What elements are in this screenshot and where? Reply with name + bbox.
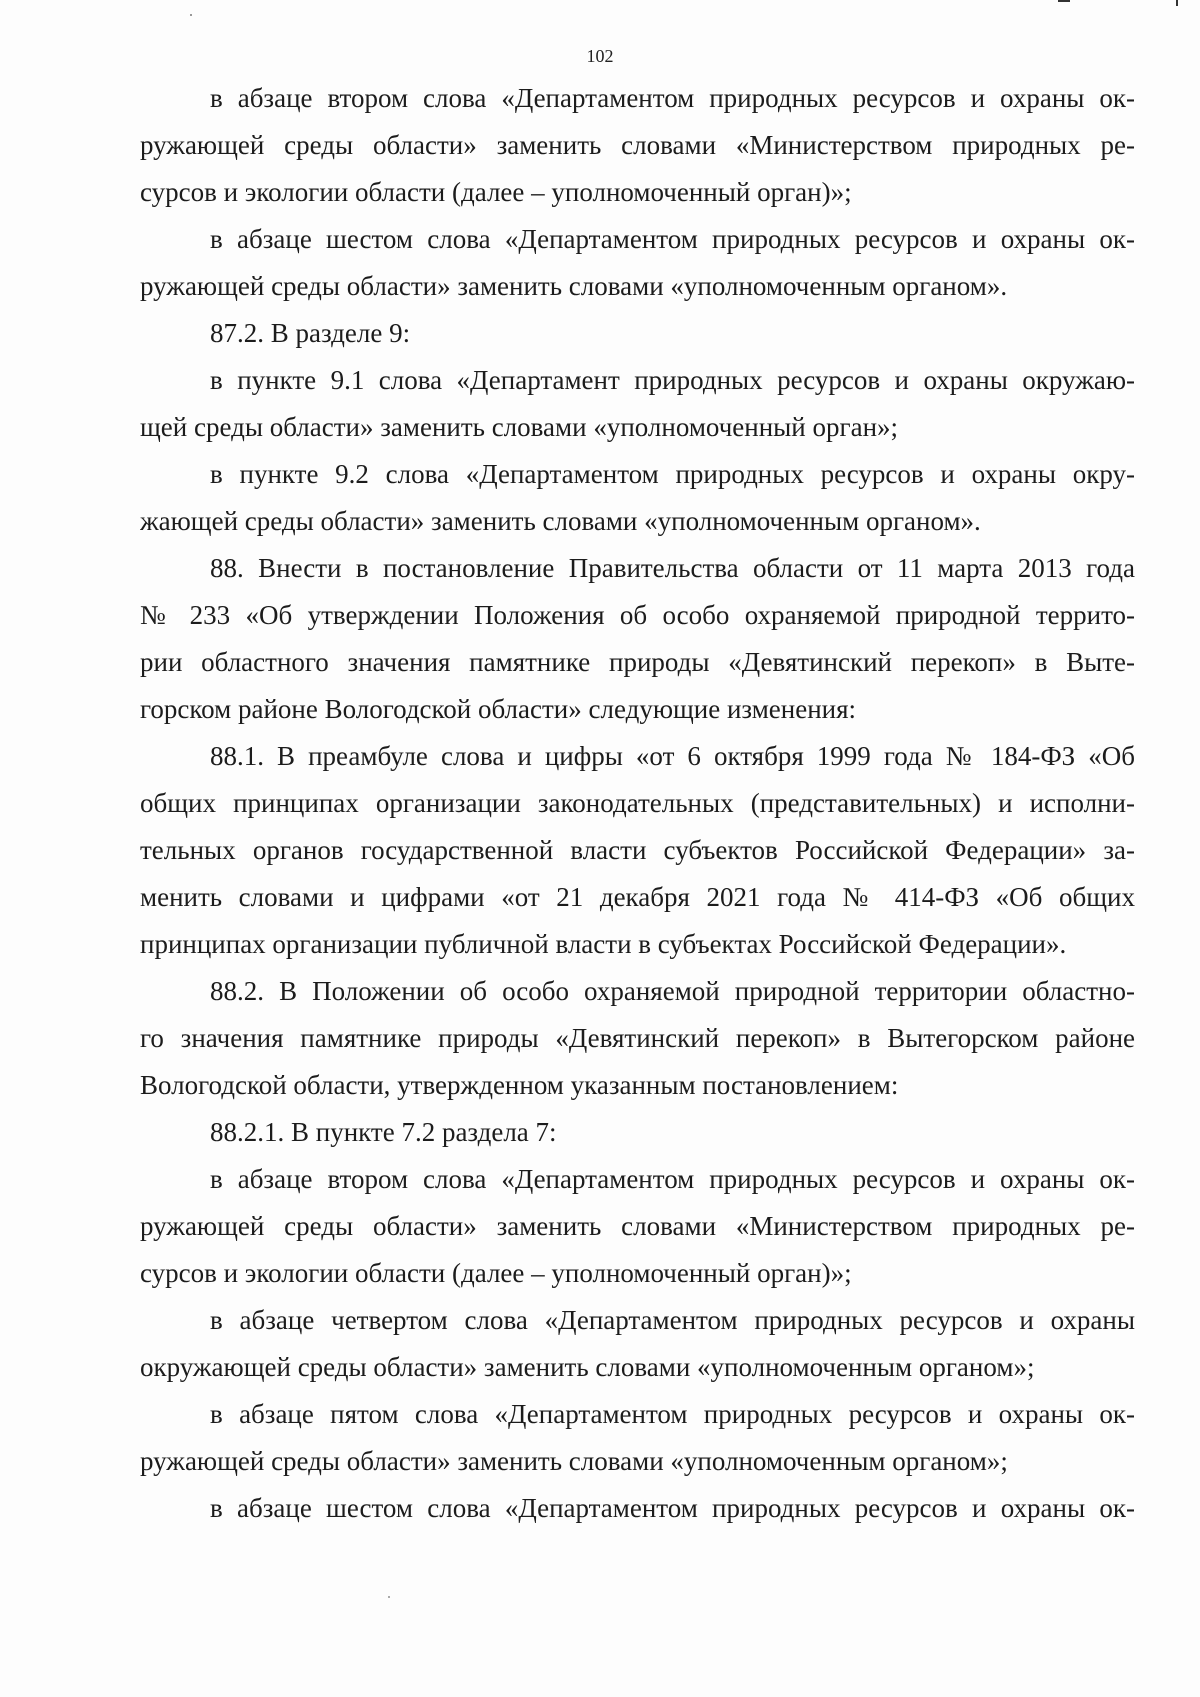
text-line: ружающей среды области» заменить словами «уполномоченным органом».	[140, 271, 1008, 301]
paragraph	[140, 1297, 1135, 1391]
paragraph	[140, 357, 1135, 451]
text-line: окружающей среды области» заменить словами «уполномоченным органом»;	[140, 1352, 1035, 1382]
scan-mark-top-right	[1058, 0, 1070, 2]
paragraph	[140, 451, 1135, 545]
text-line: в абзаце втором слова «Департаментом природных ресурсов и охраны ок-	[210, 1164, 1135, 1194]
text-line: 88. Внести в постановление Правительства области от 11 марта 2013 года	[210, 553, 1135, 583]
text-line: Вологодской области, утвержденном указанным постановлением:	[140, 1070, 899, 1100]
document-body	[140, 75, 1135, 1532]
text-line: тельных органов государственной власти субъектов Российской Федерации» за-	[140, 835, 1135, 865]
paragraph	[140, 968, 1135, 1109]
text-line: 87.2. В разделе 9:	[210, 318, 411, 348]
page-number: 102	[586, 46, 614, 66]
scan-speck-top-left	[190, 14, 192, 16]
paragraph	[140, 545, 1135, 733]
text-line: щей среды области» заменить словами «уполномоченный орган»;	[140, 412, 899, 442]
text-line: сурсов и экологии области (далее – уполномоченный орган)»;	[140, 177, 852, 207]
scan-speck-bottom	[388, 1596, 390, 1598]
text-line: в абзаце втором слова «Департаментом природных ресурсов и охраны ок-	[210, 83, 1135, 113]
text-line: рии областного значения памятнике природы «Девятинский перекоп» в Выте-	[140, 647, 1135, 677]
paragraph	[140, 75, 1135, 216]
text-line: сурсов и экологии области (далее – уполномоченный орган)»;	[140, 1258, 852, 1288]
paragraph	[140, 216, 1135, 310]
text-line: принципах организации публичной власти в субъектах Российской Федерации».	[140, 929, 1067, 959]
text-line: в пункте 9.2 слова «Департаментом природных ресурсов и охраны окру-	[210, 459, 1135, 489]
text-line: жающей среды области» заменить словами «уполномоченным органом».	[140, 506, 981, 536]
paragraph	[140, 310, 1135, 357]
text-line: в пункте 9.1 слова «Департамент природных ресурсов и охраны окружаю-	[210, 365, 1135, 395]
text-line: горском районе Вологодской области» следующие изменения:	[140, 694, 857, 724]
text-line: го значения памятнике природы «Девятинский перекоп» в Вытегорском районе	[140, 1023, 1135, 1053]
text-line: ружающей среды области» заменить словами «уполномоченным органом»;	[140, 1446, 1008, 1476]
paragraph	[140, 1109, 1135, 1156]
text-line: в абзаце шестом слова «Департаментом природных ресурсов и охраны ок-	[210, 224, 1135, 254]
paragraph	[140, 733, 1135, 968]
text-line: в абзаце четвертом слова «Департаментом природных ресурсов и охраны	[210, 1305, 1135, 1335]
text-line: ружающей среды области» заменить словами «Министерством природных ре-	[140, 130, 1135, 160]
text-line: № 233 «Об утверждении Положения об особо охраняемой природной террито-	[140, 600, 1135, 630]
text-line: 88.1. В преамбуле слова и цифры «от 6 октября 1999 года № 184-ФЗ «Об	[210, 741, 1135, 771]
scan-mark-top-right-edge	[1176, 0, 1178, 6]
text-line: в абзаце шестом слова «Департаментом природных ресурсов и охраны ок-	[210, 1493, 1135, 1523]
paragraph	[140, 1391, 1135, 1485]
text-line: менить словами и цифрами «от 21 декабря 2021 года № 414-ФЗ «Об общих	[140, 882, 1135, 912]
paragraph	[140, 1156, 1135, 1297]
text-line: общих принципах организации законодательных (представительных) и исполни-	[140, 788, 1135, 818]
text-line: в абзаце пятом слова «Департаментом природных ресурсов и охраны ок-	[210, 1399, 1135, 1429]
text-line: ружающей среды области» заменить словами «Министерством природных ре-	[140, 1211, 1135, 1241]
text-line: 88.2.1. В пункте 7.2 раздела 7:	[210, 1117, 557, 1147]
paragraph	[140, 1485, 1135, 1532]
text-line: 88.2. В Положении об особо охраняемой природной территории областно-	[210, 976, 1135, 1006]
